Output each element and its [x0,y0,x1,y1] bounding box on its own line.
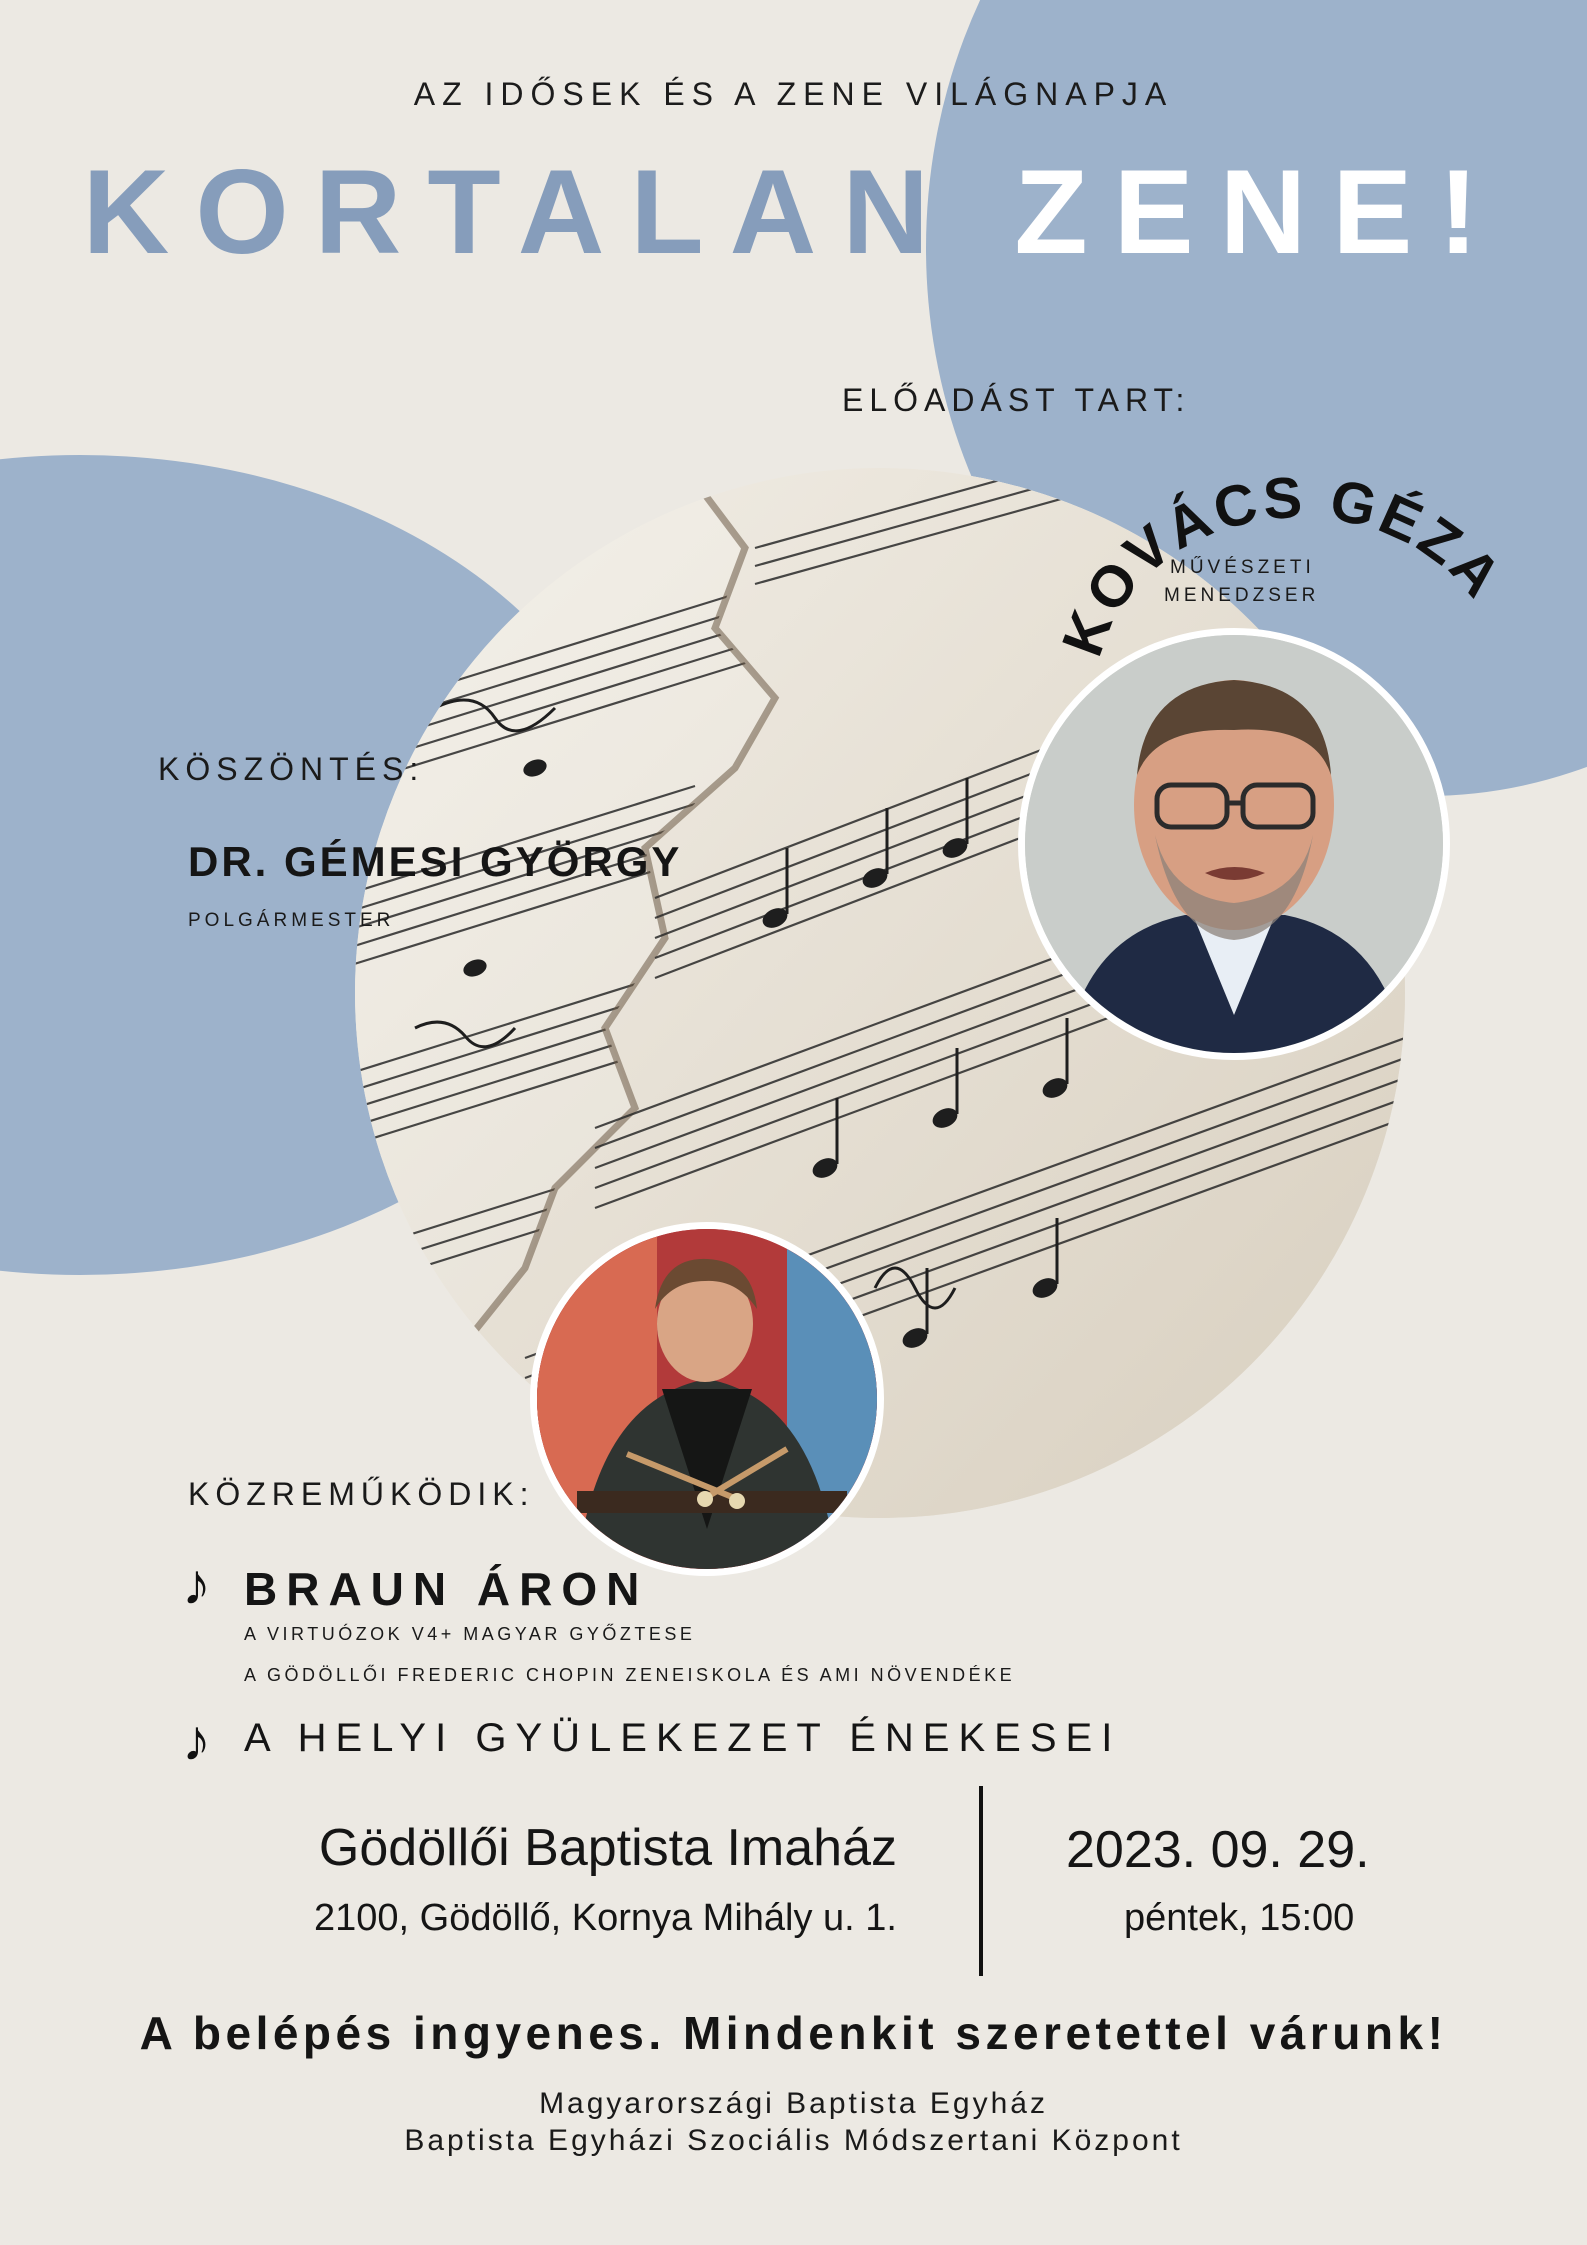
lecture-label: ELŐADÁST TART: [842,382,1191,418]
free-entry-note: A belépés ingyenes. Mindenkit szeretettel várunk! [139,2007,1448,2059]
greeting-role: POLGÁRMESTER [188,910,395,931]
choir-name: A HELYI GYÜLEKEZET ÉNEKESEI [244,1716,1122,1760]
greeting-label: KÖSZÖNTÉS: [158,751,425,787]
music-note-icon: ♪ [182,1708,211,1773]
lecturer-name: KOVÁCS GÉZA [1049,464,1517,665]
lecturer-portrait [1018,628,1450,1060]
performer-detail-2: A GÖDÖLLŐI FREDERIC CHOPIN ZENEISKOLA ÉS AMI NÖVENDÉKE [244,1665,1016,1685]
venue-address: 2100, Gödöllő, Kornya Mihály u. 1. [313,1897,897,1939]
performer-photo [530,1222,884,1576]
event-supertitle: AZ IDŐSEK ÉS A ZENE VILÁGNAPJA [413,76,1174,112]
portrait-illustration [1025,635,1443,1053]
organizer-line-1: Magyarországi Baptista Egyház [539,2087,1048,2120]
venue-name [0,1818,1160,1878]
music-note-icon: ♪ [182,1552,211,1617]
performers-label: KÖZREMŰKÖDIK: [188,1476,535,1512]
greeting-name: DR. GÉMESI GYÖRGY [188,838,683,885]
event-title [0,145,1587,279]
lecturer-role-line1: MŰVÉSZETI [1170,557,1315,578]
title-part-kortalan: KORTALAN [82,145,955,279]
performer-detail-1: A VIRTUÓZOK V4+ MAGYAR GYŐZTESE [244,1624,696,1644]
organizer-line-2: Baptista Egyházi Szociális Módszertani Központ [404,2124,1183,2157]
title-part-zene: ZENE! [1014,145,1505,279]
performer-illustration [537,1229,877,1569]
details-divider [979,1786,983,1976]
venue-name-text: Gödöllői Baptista Imaház [318,1819,897,1877]
lecturer-role-line2: MENEDZSER [1164,585,1320,606]
performer-name: BRAUN ÁRON [244,1563,649,1615]
event-day-time: péntek, 15:00 [1124,1897,1355,1939]
event-date: 2023. 09. 29. [1066,1821,1370,1879]
